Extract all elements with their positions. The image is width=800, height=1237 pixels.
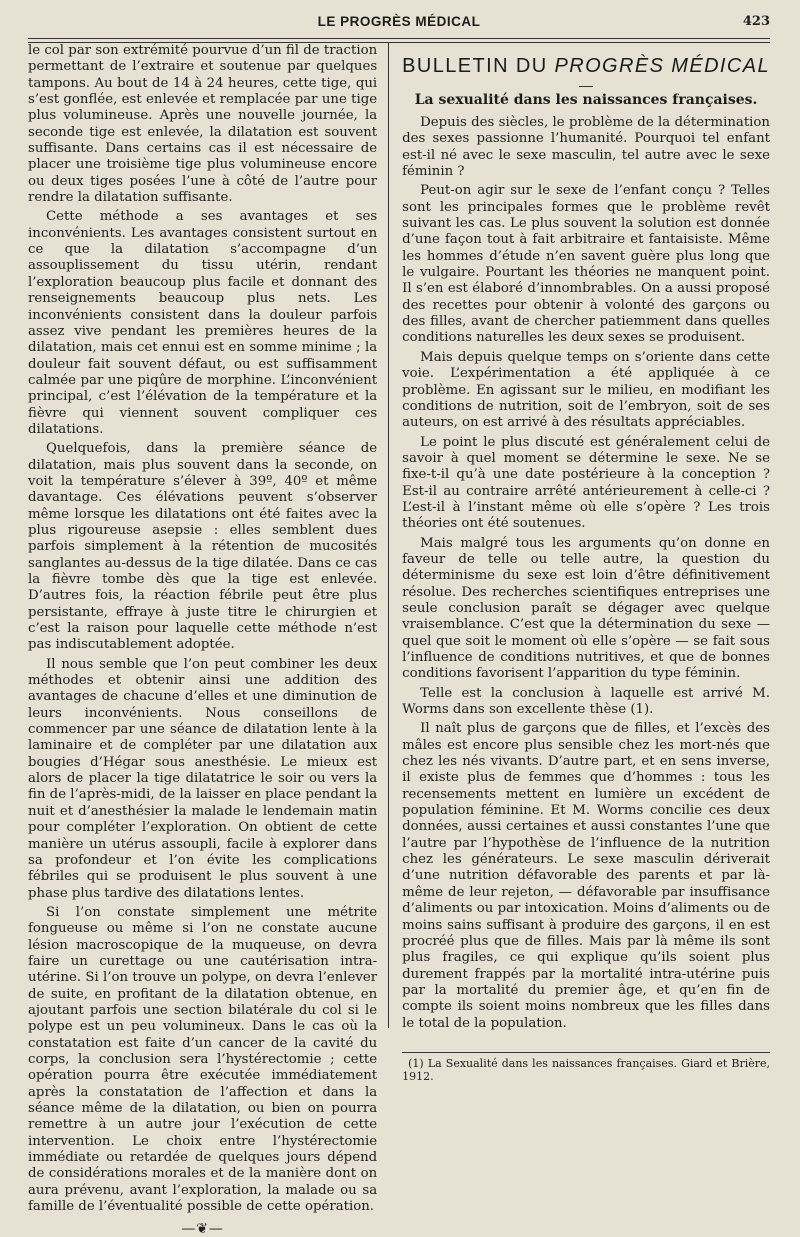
fleuron-ornament: —❦— — [181, 1221, 224, 1237]
heading-separator — [579, 86, 593, 87]
footnote-text: La Sexualité dans les naissances françaises. Giard et Brière, 1912. — [402, 1056, 770, 1083]
paragraph: Mais depuis quelque temps on s’oriente dans cette voie. L’expérimentation a été appliquée à ce problème. En agissant sur le milieu, en modifiant les conditions de nutrition, soit de l’embryon, soit de ses auteurs, on est arrivé à des résultats appréciables. — [402, 349, 770, 431]
left-column — [28, 43, 388, 1237]
paragraph: Il naît plus de garçons que de filles, et l’excès des mâles est encore plus sensible chez les mort-nés que chez les nés vivants. D’autre part, et en sens inverse, il existe plus de femmes que d’hommes : tous les recensements mettent en lumière un excédent de population féminine. Et M. Worms concilie ces deux données, aussi certaines et aussi constantes l’une que l’autre par l’hypothèse de l’influence de la nutrition chez les générateurs. Le sexe masculin dériverait d’une nutrition défavorable des parents et par là-même de leur rejeton, — défavorable par insuffisance d’aliments ou par intoxication. Moins d’aliments ou de moins sains suffisant à produire des garçons, il en est procréé plus que de filles. Mais par là même ils sont plus fragiles, ce qui explique qu’ils soient plus durement frappés par la mortalité intra-utérine puis par la mortalité du premier âge, et qu’en fin de compte ils soient moins nombreux que les filles dans le total de la population. — [402, 721, 770, 1031]
paragraph: le col par son extrémité pourvue d’un fil de traction permettant de l’extraire et soutenue par quelques tampons. Au bout de 14 à 24 heures, cette tige, qui s’est gonflée, est enlevée et remplacée par une tige plus volumineuse. Après une nouvelle journée, la seconde tige est enlevée, la dilatation est souvent suffisante. Dans certains cas il est nécessaire de placer une troisième tige plus volumineuse encore ou deux tiges posées l’une à côté de l’autre pour rendre la dilatation suffisante. — [28, 43, 378, 206]
paragraph: Il nous semble que l’on peut combiner les deux méthodes et obtenir ainsi une addition des avantages de chacune d’elles et une diminution de leurs inconvénients. Nous conseillons de commencer par une séance de dilatation lente à la laminaire et de compléter par une dilatation aux bougies d’Hégar sous anesthésie. Le mieux est alors de placer la tige dilatatrice le soir ou vers la fin de l’après-midi, de la laisser en place pendant la nuit et d’anesthésier la malade le lendemain matin pour compléter l’exploration. On obtient de cette manière un utérus assoupli, facile à explorer dans sa profondeur et l’on évite les complications fébriles qui se produisent le plus souvent à une phase plus tardive des dilatations lentes. — [28, 656, 378, 901]
paragraph: Peut-on agir sur le sexe de l’enfant conçu ? Telles sont les principales formes que le problème revêt suivant les cas. Le plus souvent la solution est donnée d’une façon tout à fait arbitraire et fantaisiste. Même les hommes d’étude n’en savent guère plus long que le vulgaire. Pourtant les théories ne manquent point. Il s’en est élaboré d’innombrables. On a aussi proposé des recettes pour obtenir à volonté des garçons ou des filles, avant de chercher patiemment dans quelles conditions naturelles les deux sexes se produisent. — [402, 183, 770, 346]
footnote-number: (1) — [408, 1056, 424, 1070]
paragraph: Cette méthode a ses avantages et ses inconvénients. Les avantages consistent surtout en ce que la dilatation s’accompagne d’un assouplissement du tissu utérin, rendant l’exploration beaucoup plus facile et donnant des renseignements beaucoup plus nets. Les inconvénients consistent dans la douleur parfois assez vive pendant les premières heures de la dilatation, mais cet ennui est en somme minime ; la douleur fait souvent défaut, ou est suffisamment calmée par une piqûre de morphine. L’inconvénient principal, c’est l’élévation de la température et la fièvre qui viennent souvent compliquer ces dilatations. — [28, 209, 378, 437]
section-heading — [402, 55, 770, 78]
paragraph: Depuis des siècles, le problème de la détermination des sexes passionne l’humanité. Pourquoi tel enfant est-il né avec le sexe masculin, tel autre avec le sexe féminin ? — [402, 115, 770, 180]
paragraph: Mais malgré tous les arguments qu’on donne en faveur de telle ou telle autre, la question du déterminisme du sexe est loin d’être définitivement résolue. Des recherches scientifiques entreprises une seule conclusion paraît se dégager avec quelque vraisemblance. C’est que la détermination du sexe — quel que soit le moment où elle s’opère — se fait sous l’influence de conditions nutritives, et que de bonnes conditions favorisent l’apparition du type féminin. — [402, 535, 770, 682]
paragraph: Telle est la conclusion à laquelle est arrivé M. Worms dans son excellente thèse (1). — [402, 685, 770, 718]
section-heading-prefix: BULLETIN DU — [402, 55, 555, 77]
right-column — [389, 43, 770, 1083]
paragraph: Quelquefois, dans la première séance de dilatation, mais plus souvent dans la seconde, on voit la température s’élever à 39º, 40º et même davantage. Ces élévations peuvent s’observer même lorsque les dilatations ont été faites avec la plus rigoureuse asepsie : elles semblent dues parfois simplement à la rétention de mucosités sanglantes au-dessus de la tige dilatée. Dans ce cas la fièvre tombe dès que la tige est enlevée. D’autres fois, la réaction fébrile peut être plus persistante, effraye à juste titre le chirurgien et c’est la raison pour laquelle cette méthode n’est pas indiscutablement adoptée. — [28, 441, 378, 653]
section-heading-italic: PROGRÈS MÉDICAL — [554, 55, 770, 77]
paragraph: Si l’on constate simplement une métrite fongueuse ou même si l’on ne constate aucune lésion macroscopique de la muqueuse, on devra faire un curettage ou une cautérisation intra-utérine. Si l’on trouve un polype, on devra l’enlever de suite, en profitant de la dilatation obtenue, en ajoutant parfois une section bilatérale du col si le polype est un peu volumineux. Dans le cas où la constatation est faite d’un cancer de la cavité du corps, la conclusion sera l’hystérectomie ; cette opération pourra être exécutée immédiatement après la constatation de l’affection et dans la séance même de la dilatation, ou bien on pourra remettre à un autre jour l’exécution de cette intervention. Le choix entre l’hystérectomie immédiate ou retardée de quelques jours dépend de considérations morales et de la manière dont on aura prévenu, avant l’exploration, la malade ou sa famille de l’éventualité possible de cette opération. — [28, 904, 378, 1215]
journal-title: LE PROGRÈS MÉDICAL — [317, 14, 481, 29]
running-header — [28, 0, 770, 38]
text-columns — [28, 43, 770, 1237]
footnote-rule — [402, 1052, 770, 1053]
footnote — [402, 1057, 770, 1083]
paragraph: Le point le plus discuté est généralement celui de savoir à quel moment se détermine le sexe. Ne se fixe-t-il qu’à une date postérieure à la conception ? Est-il au contraire arrêté antérieurement à celle-ci ? L’est-il à l’instant même où elle s’opère ? Les trois théories ont été soutenues. — [402, 434, 770, 532]
article-title: La sexualité dans les naissances françaises. — [414, 92, 758, 108]
page-number: 423 — [742, 14, 770, 29]
